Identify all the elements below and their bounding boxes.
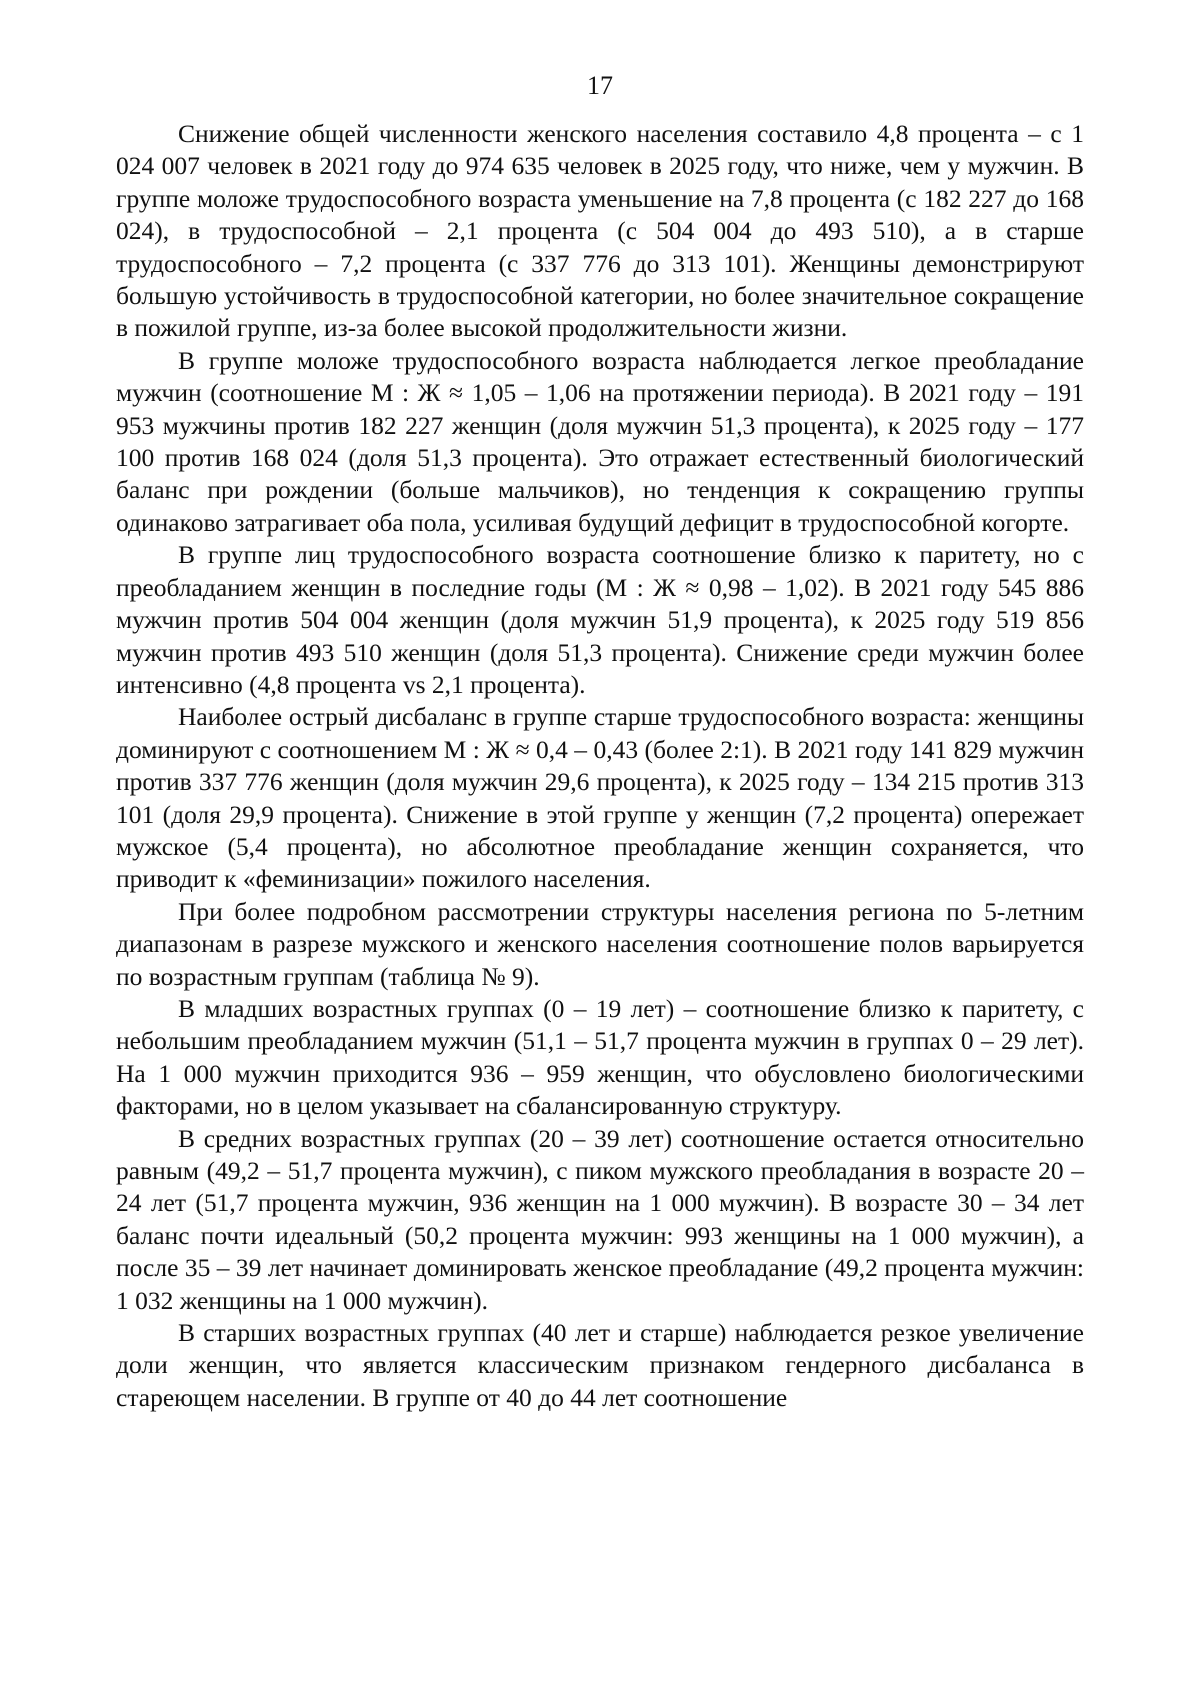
paragraph: В средних возрастных группах (20 – 39 лет) соотношение остается относительно равным (49,2 – 51,7 процента мужчин), с пиком мужского преобладания в возрасте 20 – 24 лет (51,7 процента мужчин, 936 женщин на 1 000 мужчин). В возрасте 30 – 34 лет баланс почти идеальный (50,2 процента мужчин: 993 женщины на 1 000 мужчин), а после 35 – 39 лет начинает доминировать женское преобладание (49,2 процента мужчин: 1 032 женщины на 1 000 мужчин). (116, 1123, 1084, 1315)
paragraph: В группе моложе трудоспособного возраста наблюдается легкое преобладание мужчин (соотношение М : Ж ≈ 1,05 – 1,06 на протяжении периода). В 2021 году – 191 953 мужчины против 182 227 женщин (доля мужчин 51,3 процента), к 2025 году – 177 100 против 168 024 (доля 51,3 процента). Это отражает естественный биологический баланс при рождении (больше мальчиков), но тенденция к сокращению группы одинаково затрагивает оба пола, усиливая будущий дефицит в трудоспособной когорте. (116, 345, 1084, 537)
paragraph: В старших возрастных группах (40 лет и старше) наблюдается резкое увеличение доли женщин, что является классическим признаком гендерного дисбаланса в стареющем населении. В группе от 40 до 44 лет соотношение (116, 1318, 1084, 1412)
paragraph: Наиболее острый дисбаланс в группе старше трудоспособного возраста: женщины доминируют с соотношением М : Ж ≈ 0,4 – 0,43 (более 2:1). В 2021 году 141 829 мужчин против 337 776 женщин (доля мужчин 29,6 процента), к 2025 году – 134 215 против 313 101 (доля 29,9 процента). Снижение в этой группе у женщин (7,2 процента) опережает мужское (5,4 процента), но абсолютное преобладание женщин сохраняется, что приводит к «феминизации» пожилого населения. (116, 702, 1084, 894)
paragraph: В младших возрастных группах (0 – 19 лет) – соотношение близко к паритету, с небольшим преобладанием мужчин (51,1 – 51,7 процента мужчин в группах 0 – 29 лет). На 1 000 мужчин приходится 936 – 959 женщин, что обусловлено биологическими факторами, но в целом указывает на сбалансированную структуру. (116, 993, 1084, 1121)
page-number: 17 (587, 71, 613, 100)
body-text (116, 118, 1084, 1414)
paragraph: При более подробном рассмотрении структуры населения региона по 5-летним диапазонам в разрезе мужского и женского населения соотношение полов варьируется по возрастным группам (таблица № 9). (116, 896, 1084, 991)
paragraph: Снижение общей численности женского населения составило 4,8 процента – с 1 024 007 человек в 2021 году до 974 635 человек в 2025 году, что ниже, чем у мужчин. В группе моложе трудоспособного возраста уменьшение на 7,8 процента (с 182 227 до 168 024), в трудоспособной – 2,1 процента (с 504 004 до 493 510), а в старше трудоспособного – 7,2 процента (с 337 776 до 313 101). Женщины демонстрируют большую устойчивость в трудоспособной категории, но более значительное сокращение в пожилой группе, из-за более высокой продолжительности жизни. (116, 119, 1084, 343)
paragraph: В группе лиц трудоспособного возраста соотношение близко к паритету, но с преобладанием женщин в последние годы (М : Ж ≈ 0,98 – 1,02). В 2021 году 545 886 мужчин против 504 004 женщин (доля мужчин 51,9 процента), к 2025 году 519 856 мужчин против 493 510 женщин (доля 51,3 процента). Снижение среди мужчин более интенсивно (4,8 процента vs 2,1 процента). (116, 540, 1084, 699)
